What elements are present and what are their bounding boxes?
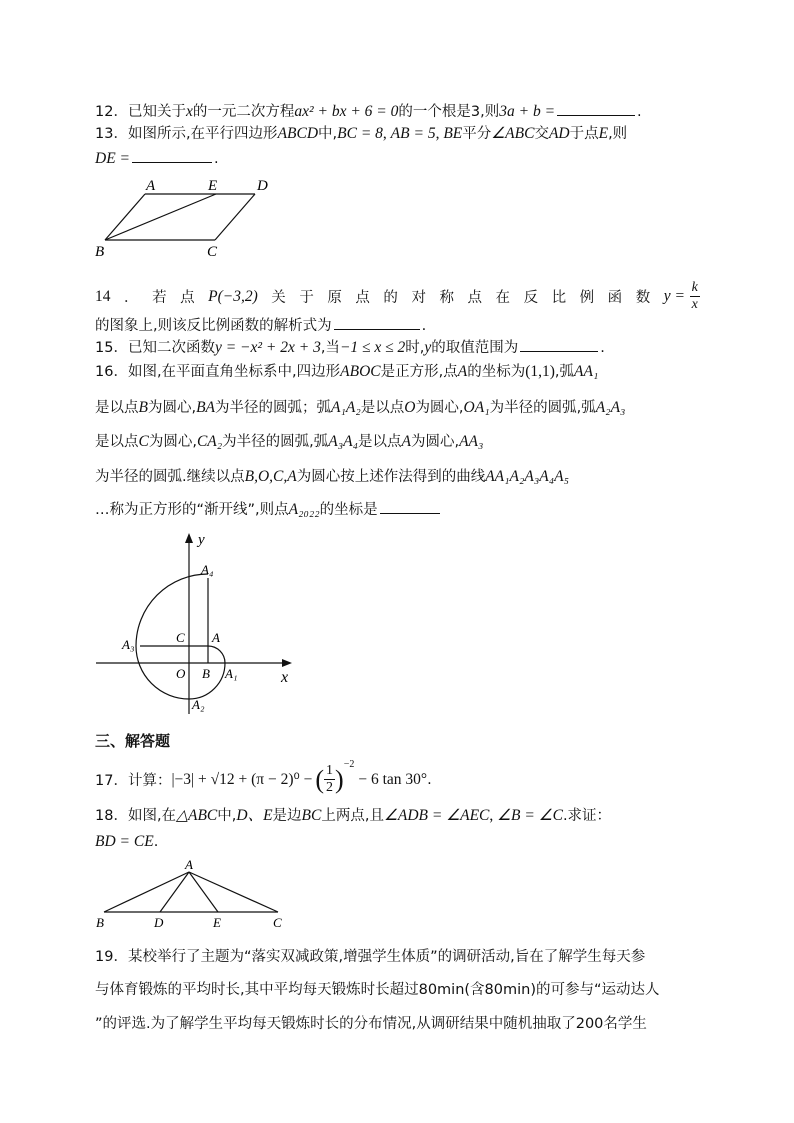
text: 是以点	[95, 434, 139, 450]
math: AB = 5	[390, 125, 436, 142]
text: 函	[607, 290, 623, 306]
text: 为半径的圆弧；弧	[215, 400, 332, 416]
math: y	[424, 339, 432, 356]
edge-dc	[215, 194, 255, 240]
segment-ab	[104, 872, 189, 912]
label-a2: A₂	[192, 697, 205, 712]
text: .	[637, 104, 642, 120]
text: 如图所示,在平行四边形	[127, 126, 278, 142]
label-o: O	[176, 666, 186, 681]
label-c: C	[207, 244, 218, 260]
text: ,当	[320, 340, 340, 356]
text: .	[600, 340, 605, 356]
segment-ad	[160, 872, 189, 912]
text: …称为正方形的“渐开线”,则点	[95, 502, 289, 518]
text: ,则	[608, 126, 628, 142]
math: BA	[196, 399, 216, 416]
text: 是以点	[357, 434, 402, 450]
question-number: 14	[95, 287, 111, 305]
text: 为圆心按上述作法得到的曲线	[296, 469, 486, 485]
text: 交	[534, 126, 549, 142]
left-paren: (	[315, 764, 325, 794]
text: 已知关于	[127, 104, 186, 120]
math: ∠ADB = ∠AEC	[383, 807, 490, 824]
math: A	[457, 363, 468, 380]
text: 关	[271, 290, 286, 306]
text: 为圆心,	[147, 400, 197, 416]
question-number: 18．	[95, 808, 128, 824]
text: 的图象上,则该反比例函数的解析式为	[95, 318, 332, 334]
math: y =	[663, 287, 685, 305]
question-19	[95, 945, 645, 966]
math: C	[138, 433, 149, 450]
text: 于点	[569, 126, 599, 142]
math: P(−3,2)	[208, 287, 258, 305]
math: BC = 8	[337, 125, 383, 142]
question-18: 18．如图,在△ABC中,D、E是边BC上两点,且∠ADB = ∠AEC, ∠B = ∠C.求证：	[95, 807, 612, 824]
text: 为圆心,	[415, 400, 464, 416]
math: B	[138, 399, 148, 416]
math: x	[185, 103, 193, 120]
math: ABCD	[277, 125, 319, 142]
label-b: B	[96, 915, 104, 930]
question-number: 19．	[95, 949, 128, 965]
denominator: 2	[326, 780, 334, 795]
math: A₁A₂	[331, 399, 361, 416]
text: 的	[383, 290, 398, 306]
text: 某校举行了主题为“落实双减政策,增强学生体质”的调研活动,旨在了解学生每天参	[127, 949, 646, 965]
section-heading: 三、解答题	[95, 732, 171, 750]
denominator: x	[691, 297, 698, 312]
text: 点	[180, 290, 195, 306]
math: BD = CE	[95, 833, 154, 850]
text: 中,	[217, 808, 237, 824]
text: 若	[152, 290, 167, 306]
segment-ac	[189, 872, 278, 912]
math: DE =	[95, 150, 130, 167]
label-c: C	[176, 630, 185, 645]
text: 是边	[272, 808, 302, 824]
label-a: A	[146, 178, 156, 194]
function-expression	[664, 280, 700, 313]
question-number: 17．	[95, 773, 128, 789]
y-axis-arrow	[185, 533, 193, 543]
text: 在	[495, 290, 511, 306]
text: 原	[327, 290, 342, 306]
text: .	[421, 318, 427, 334]
label-e: E	[208, 178, 218, 194]
text: 上两点,且	[321, 808, 384, 824]
question-14-line2	[95, 314, 426, 335]
text: 点	[355, 290, 370, 306]
text: 与体育锻炼的平均时长,其中平均每天锻炼时长超过80min(含80min)的可参与“运动达人	[95, 982, 660, 998]
label-a1: A₁	[225, 666, 238, 681]
triangle-figure	[90, 855, 290, 930]
question-16	[95, 360, 598, 381]
question-12	[95, 100, 642, 121]
answer-blank[interactable]	[334, 328, 420, 330]
x-axis-arrow	[282, 659, 292, 667]
label-x: x	[281, 669, 289, 686]
question-17	[95, 759, 432, 796]
answer-blank[interactable]	[132, 161, 212, 163]
text: 的取值范围为	[431, 340, 519, 356]
right-paren: )	[335, 764, 344, 794]
arc-aa1	[208, 646, 225, 663]
label-b: B	[95, 244, 105, 260]
label-b: B	[202, 666, 210, 681]
label-e: E	[213, 915, 221, 930]
text: 是以点	[95, 400, 139, 416]
text: 如图,在平面直角坐标系中,四边形	[127, 364, 341, 380]
math: ABOC	[340, 363, 381, 380]
fraction	[690, 280, 700, 313]
text: .	[427, 771, 432, 788]
text: 的一个根是3,则	[398, 104, 500, 120]
text: 反	[523, 290, 539, 306]
label-a: A	[185, 857, 193, 872]
text: 的坐标为	[467, 364, 526, 380]
text: .	[153, 834, 159, 850]
text: 对	[411, 290, 426, 306]
text: 的一元二次方程	[192, 104, 295, 120]
math: A₂A₃	[595, 399, 626, 416]
text: ”的评选.为了解学生平均每天锻炼时长的分布情况,从调研结果中随机抽取了200名学生	[95, 1016, 647, 1032]
text: 为圆心,	[148, 434, 197, 450]
math: (1,1)	[525, 363, 555, 380]
involute-figure	[92, 528, 302, 718]
math: AA₃	[459, 433, 484, 450]
answer-blank[interactable]	[380, 512, 440, 514]
text: 为半径的圆弧,弧	[222, 434, 329, 450]
math: A₂₀₂₂	[288, 501, 320, 518]
math: △ABC	[176, 807, 218, 824]
math: D、E	[236, 807, 273, 824]
text: 点	[467, 290, 483, 306]
equation: ax² + bx + 6 = 0	[294, 103, 399, 120]
text: 于	[299, 290, 314, 306]
text: 平分	[462, 126, 492, 142]
text: 例	[579, 290, 595, 306]
question-19-line2	[95, 978, 660, 999]
math: A	[401, 433, 411, 450]
question-number: 12．	[95, 104, 128, 120]
question-number: 16．	[95, 364, 128, 380]
expression: |−3| + √12 + (π − 2)⁰ −	[171, 771, 313, 788]
question-14	[95, 280, 700, 313]
label-a3: A₃	[122, 637, 135, 652]
math: E	[598, 125, 609, 142]
question-15	[95, 336, 605, 357]
text: 是以点	[360, 400, 405, 416]
label-c: C	[273, 915, 282, 930]
label-a4: A₄	[201, 562, 214, 577]
text: 的坐标是	[319, 502, 378, 518]
question-18-line2	[95, 833, 158, 851]
math: B,O,C,A	[244, 468, 297, 485]
numerator: k	[691, 280, 698, 295]
math: AA₁	[574, 363, 599, 380]
question-number: 13．	[95, 126, 128, 142]
label-a: A	[212, 630, 220, 645]
text: 时,	[405, 340, 425, 356]
answer-blank[interactable]	[520, 350, 598, 352]
label-d: D	[257, 178, 268, 194]
text: ,弧	[554, 364, 575, 380]
question-13-line2	[95, 150, 219, 168]
math: OA₁	[463, 399, 490, 416]
question-number: 15．	[95, 340, 128, 356]
answer-blank[interactable]	[557, 114, 635, 116]
math: BE	[443, 125, 463, 142]
fraction-half	[324, 763, 335, 796]
text: 为半径的圆弧.继续以点	[95, 469, 245, 485]
segment-be	[105, 194, 216, 240]
text: 已知二次函数	[127, 340, 215, 356]
text: .	[214, 151, 219, 167]
text: 称	[439, 290, 454, 306]
math: ∠ABC	[491, 125, 535, 142]
math: A₃A₄	[328, 433, 358, 450]
question-16-line3	[95, 430, 483, 451]
text: 是正方形,点	[380, 364, 458, 380]
question-13: 13．如图所示,在平行四边形ABCD中,BC = 8, AB = 5, BE平分∠ABC交AD于点E,则	[95, 125, 628, 142]
math: AA₁A₂A₃A₄A₅	[485, 468, 569, 485]
edge-ab	[105, 194, 145, 240]
equation: y = −x² + 2x + 3	[214, 339, 321, 356]
label-y: y	[198, 532, 205, 548]
text: ．	[124, 290, 139, 306]
expression: 3a + b =	[499, 103, 556, 120]
expression: − 6 tan 30°	[358, 770, 428, 788]
math: −1 ≤ x ≤ 2	[339, 339, 406, 356]
exponent: −2	[343, 759, 355, 770]
text: 为半径的圆弧,弧	[489, 400, 596, 416]
numerator: 1	[326, 763, 334, 778]
arc-a3a4	[136, 574, 208, 646]
math: ∠B = ∠C	[497, 807, 563, 824]
parallelogram-figure	[90, 175, 280, 260]
text: .求证：	[562, 808, 612, 824]
question-16-line4	[95, 465, 569, 486]
question-16-line5	[95, 498, 442, 519]
math: O	[404, 399, 416, 416]
text: 中,	[318, 126, 338, 142]
label-d: D	[154, 915, 164, 930]
text: 数	[635, 290, 651, 306]
text: 计算：	[127, 773, 172, 789]
text: 如图,在	[127, 808, 177, 824]
text: 为圆心,	[410, 434, 460, 450]
math: BC	[301, 807, 322, 824]
math: AD	[548, 125, 570, 142]
question-19-line3	[95, 1012, 647, 1033]
math: CA₂	[196, 433, 223, 450]
question-16-line2	[95, 396, 625, 417]
text: 比	[551, 290, 567, 306]
